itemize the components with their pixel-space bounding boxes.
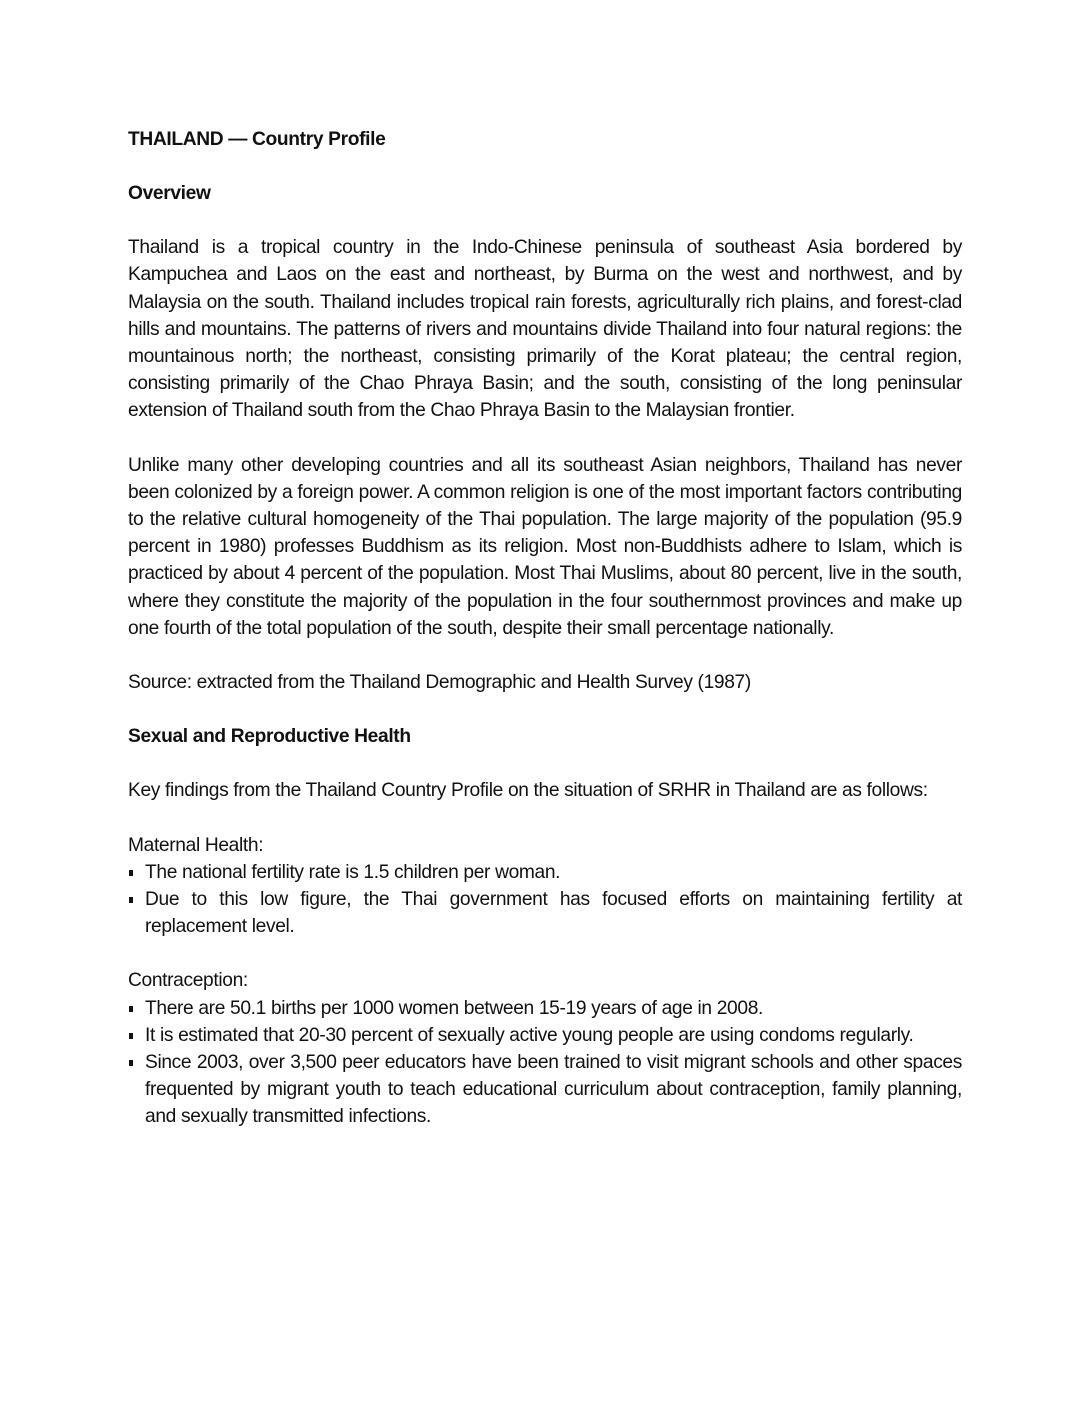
overview-paragraph: Unlike many other developing countries and all its southeast Asian neighbors, Thailand has never been colonized by a foreign power. A common religion is one of the most important factors contributing to the relative cultural homogeneity of the Thai population. The large majority of the population (95.9 percent in 1980) professes Buddhism as its religion. Most non-Buddhists adhere to Islam, which is practiced by about 4 percent of the population. Most Thai Muslims, about 80 percent, live in the south, where they constitute the majority of the population in the four southernmost provinces and make up one fourth of the total population of the south, despite their small percentage nationally. xyxy=(128,454,962,639)
section-label: Contraception: xyxy=(128,970,248,992)
section-label: Maternal Health: xyxy=(128,834,264,856)
list-item-text: There are 50.1 births per 1000 women between 15-19 years of age in 2008. xyxy=(145,997,763,1019)
bullet-list xyxy=(128,859,962,941)
list-item xyxy=(128,886,962,940)
contraception-section xyxy=(128,967,962,1130)
list-item xyxy=(128,995,962,1022)
document-title: THAILAND — Country Profile xyxy=(128,129,386,150)
bullet-list xyxy=(128,995,962,1131)
srh-heading: Sexual and Reproductive Health xyxy=(128,726,411,748)
srh-intro: Key findings from the Thailand Country Profile on the situation of SRHR in Thailand are as follows: xyxy=(128,780,928,802)
document-page xyxy=(128,126,962,1131)
overview-paragraph: Thailand is a tropical country in the Indo-Chinese peninsula of southeast Asia bordered by Kampuchea and Laos on the east and northeast, by Burma on the west and northwest, and by Malaysia on the south. Thailand includes tropical rain forests, agriculturally rich plains, and forest-clad hills and mountains. The patterns of rivers and mountains divide Thailand into four natural regions: the mountainous north; the northeast, consisting primarily of the Korat plateau; the central region, consisting primarily of the Chao Phraya Basin; and the south, consisting of the long peninsular extension of Thailand south from the Chao Phraya Basin to the Malaysian frontier. xyxy=(128,237,962,422)
list-item-text: The national fertility rate is 1.5 children per woman. xyxy=(145,861,561,883)
bullet-icon xyxy=(129,870,133,876)
bullet-icon xyxy=(129,1033,133,1039)
maternal-health-section xyxy=(128,832,962,941)
list-item xyxy=(128,859,962,886)
list-item-text: Due to this low figure, the Thai government has focused efforts on maintaining fertility at replacement level. xyxy=(145,889,962,938)
bullet-icon xyxy=(129,1006,133,1012)
list-item xyxy=(128,1022,962,1049)
list-item-text: It is estimated that 20-30 percent of sexually active young people are using condoms regularly. xyxy=(145,1024,914,1046)
list-item xyxy=(128,1049,962,1131)
list-item-text: Since 2003, over 3,500 peer educators have been trained to visit migrant schools and other spaces frequented by migrant youth to teach educational curriculum about contraception, family planning, and sexually transmitted infections. xyxy=(145,1052,962,1128)
source-citation: Source: extracted from the Thailand Demographic and Health Survey (1987) xyxy=(128,672,751,694)
overview-heading: Overview xyxy=(128,183,211,204)
bullet-icon xyxy=(129,897,133,903)
bullet-icon xyxy=(129,1060,133,1066)
